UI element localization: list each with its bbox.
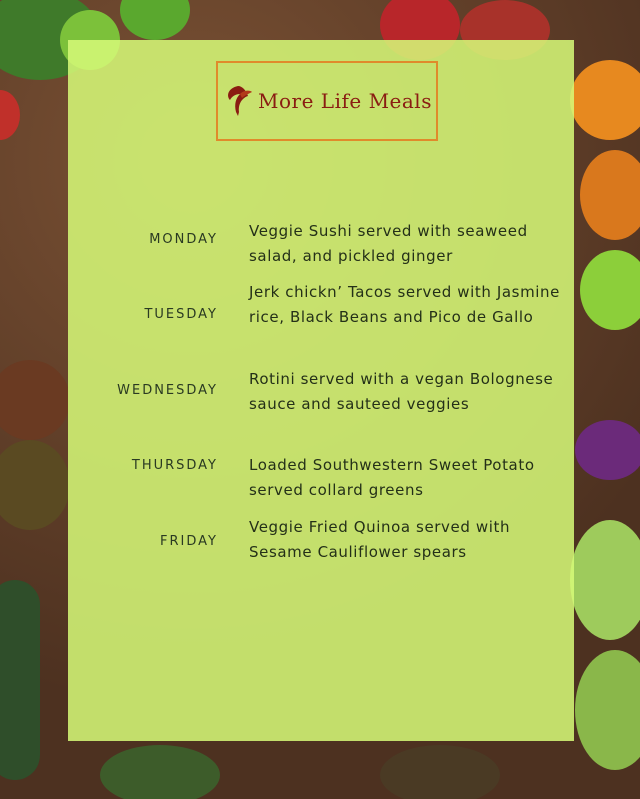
meal-friday: Veggie Fried Quinoa served with Sesame Cauliflower spears bbox=[249, 518, 511, 561]
meal-wednesday: Rotini served with a vegan Bolognese sauce and sauteed veggies bbox=[249, 370, 554, 413]
brand-logo bbox=[216, 61, 438, 141]
day-label-friday: FRIDAY bbox=[160, 534, 218, 549]
leaf-figure-icon bbox=[222, 82, 254, 120]
day-label-tuesday: TUESDAY bbox=[144, 307, 218, 322]
meal-tuesday: Jerk chickn’ Tacos served with Jasmine rice, Black Beans and Pico de Gallo bbox=[249, 283, 560, 326]
meal-monday: Veggie Sushi served with seaweed salad, and pickled ginger bbox=[249, 222, 528, 265]
day-label-wednesday: WEDNESDAY bbox=[117, 383, 218, 398]
day-label-thursday: THURSDAY bbox=[131, 458, 218, 473]
meal-thursday: Loaded Southwestern Sweet Potato served collard greens bbox=[249, 456, 535, 499]
brand-name: More Life Meals bbox=[258, 89, 432, 113]
day-label-monday: MONDAY bbox=[149, 232, 218, 247]
